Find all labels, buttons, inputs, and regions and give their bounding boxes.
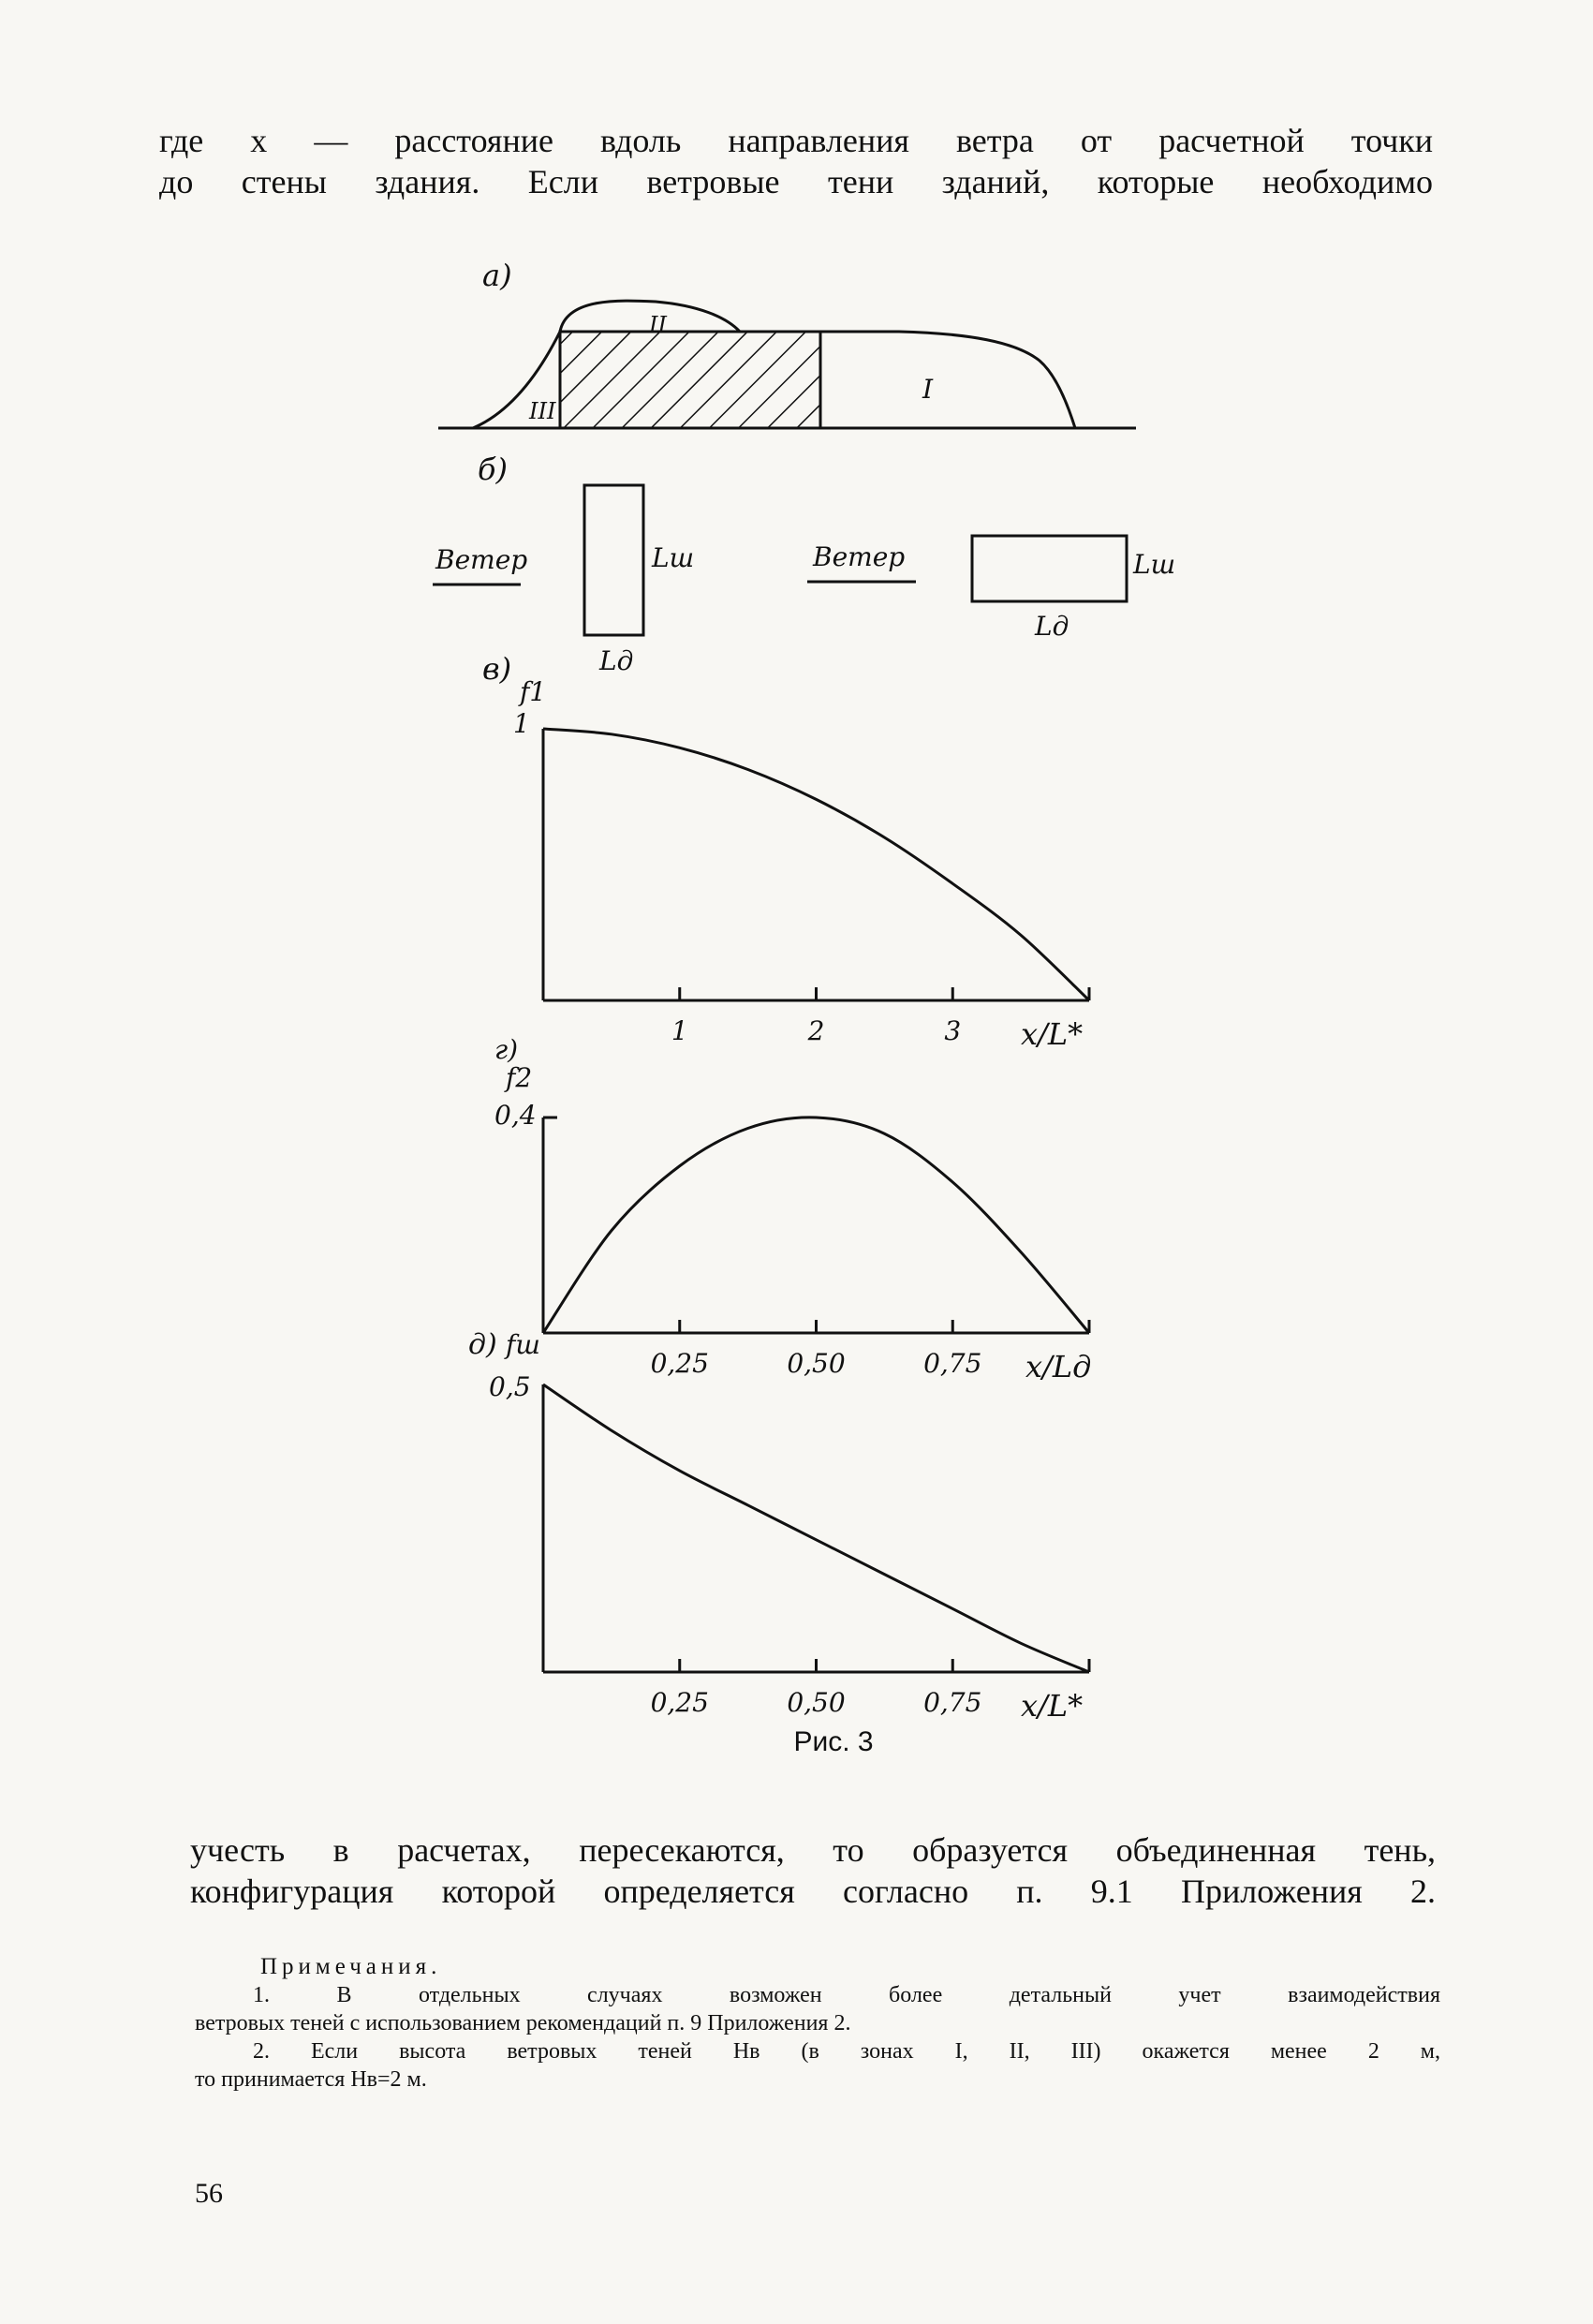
zone-three-label: III	[529, 398, 556, 424]
text-line: конфигурация которой определяется согласно п. 9.1 Приложения 2.	[190, 1873, 1436, 1910]
panel-label-a: a)	[482, 258, 512, 293]
dim-width-label-right: Lш	[1133, 549, 1176, 580]
zone-one-shadow	[820, 332, 1075, 428]
wind-label-right: Ветер	[813, 541, 906, 572]
series-line	[543, 1118, 1089, 1333]
x-tick-label: 2	[807, 1015, 825, 1046]
note-line: ветровых теней с использованием рекомендаций п. 9 Приложения 2.	[195, 2011, 851, 2035]
body-text-bottom	[190, 1829, 1436, 1912]
y-max-label: 1	[513, 708, 530, 739]
x-tick-label: 0,25	[650, 1348, 709, 1379]
notes-heading: Примечания.	[260, 1954, 442, 1979]
zone-one-label: I	[922, 374, 934, 405]
x-axis-title: x/L*	[1021, 1016, 1084, 1052]
chart-fsh	[489, 1329, 1090, 1724]
note-line: 2. Если высота ветровых теней Hв (в зонах I, II, III) окажется менее 2 м,	[253, 2039, 1440, 2064]
wind-label-left: Ветер	[435, 544, 528, 575]
x-tick-label: 0,50	[787, 1348, 846, 1379]
y-axis-title: f1	[520, 676, 547, 707]
x-tick-label: 1	[671, 1015, 688, 1046]
x-axis-title: x/Lд	[1025, 1349, 1092, 1384]
x-tick-label: 0,75	[923, 1348, 982, 1379]
series-line	[543, 1384, 1089, 1672]
building-section	[560, 332, 820, 428]
dim-length-label-right: Lд	[1035, 611, 1069, 642]
notes-section	[195, 1953, 1440, 2094]
y-max-label: 0,5	[489, 1371, 531, 1402]
y-max-label: 0,4	[494, 1100, 537, 1131]
text-line: где x — расстояние вдоль направления ветра от расчетной точки	[159, 122, 1433, 159]
panel-label-d: д)	[468, 1328, 497, 1361]
chart-f2	[494, 1062, 1091, 1384]
series-line	[543, 729, 1089, 1000]
y-axis-title: fш	[506, 1329, 540, 1360]
dim-length-label-left: Lд	[599, 645, 634, 676]
x-tick-label: 0,25	[650, 1687, 709, 1718]
text-line: учесть в расчетах, пересекаются, то образуется объединенная тень,	[190, 1831, 1436, 1869]
x-tick-label: 0,75	[923, 1687, 982, 1718]
x-axis-title: x/L*	[1021, 1688, 1084, 1724]
dim-width-label-left: Lш	[652, 542, 695, 573]
panel-label-b: б)	[478, 451, 509, 487]
building-plan-wide	[972, 536, 1127, 601]
page-number: 56	[195, 2178, 223, 2209]
panel-label-v: в)	[482, 651, 512, 687]
x-tick-label: 0,50	[787, 1687, 846, 1718]
building-plan-narrow	[584, 485, 643, 635]
y-axis-title: f2	[506, 1062, 533, 1093]
note-line: 1. В отдельных случаях возможен более детальный учет взаимодействия	[253, 1983, 1440, 2007]
zone-two-label: II	[649, 312, 667, 338]
text-line: до стены здания. Если ветровые тени зданий, которые необходимо	[159, 163, 1433, 200]
figure-caption: Рис. 3	[793, 1726, 874, 1757]
chart-f1	[513, 676, 1090, 1052]
x-tick-label: 3	[944, 1015, 962, 1046]
panel-label-g: г)	[494, 1034, 519, 1065]
note-line: то принимается Hв=2 м.	[195, 2067, 427, 2092]
